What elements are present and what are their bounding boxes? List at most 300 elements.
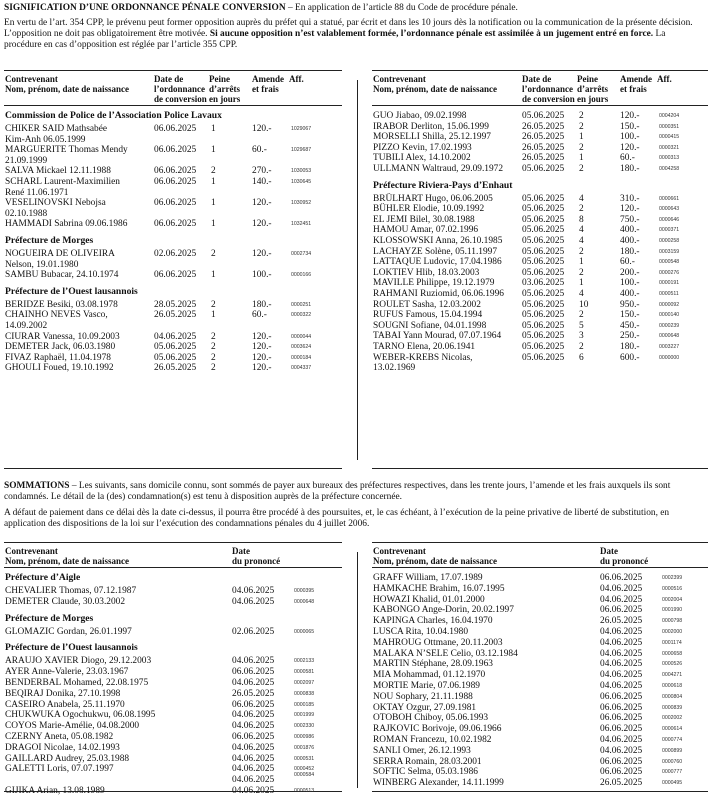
row-date: 06.06.2025 (600, 702, 643, 713)
row-date: 04.06.2025 (232, 710, 275, 721)
sommations-title: SOMMATIONS (4, 481, 70, 491)
row-aff: 0000452 0000584 (294, 766, 315, 779)
row-amende: 150.- (620, 121, 640, 132)
row-peine: 1 (211, 177, 216, 187)
row-name: GALETTI Loris, 07.07.1997 (5, 764, 114, 775)
row-date: 04.06.2025 (232, 786, 275, 796)
row-amende: 120.- (252, 342, 272, 353)
row-date: 04.06.2025 (232, 678, 275, 688)
header-peine: Peine d’arrêts en jours (209, 74, 241, 104)
row-peine: 2 (579, 310, 584, 321)
conversion-table-right (372, 70, 708, 469)
row-date: 05.06.2025 (522, 246, 565, 257)
row-name: BÜHLER Elodie, 10.09.1992 (373, 204, 485, 215)
row-date: 06.06.2025 (600, 573, 643, 583)
row-date: 06.06.2025 (232, 699, 275, 710)
row-date: 06.06.2025 (154, 177, 197, 187)
row-date: 04.06.2025 (600, 583, 643, 594)
row-name: LACHAYZE Solène, 05.11.1997 (373, 246, 498, 257)
row-amende: 400.- (620, 225, 640, 236)
row-name: ULLMANN Waltraud, 29.09.1972 (373, 164, 504, 174)
row-aff: 0001999 (294, 712, 315, 719)
row-amende: 270.- (252, 166, 272, 177)
row-peine: 1 (579, 153, 584, 164)
row-amende: 120.- (252, 331, 272, 342)
row-date: 26.05.2025 (154, 363, 197, 374)
row-aff: 0000185 (294, 701, 315, 708)
row-date: 05.06.2025 (522, 214, 565, 225)
row-aff: 0002399 (662, 575, 683, 581)
row-peine: 2 (579, 121, 584, 132)
header-date: Date du prononcé (232, 546, 281, 566)
row-aff: 0004204 (659, 113, 680, 119)
row-date: 04.06.2025 (600, 594, 643, 605)
row-aff: 0002097 (294, 680, 315, 686)
row-peine: 1 (579, 132, 584, 143)
row-aff: 0000798 (662, 618, 683, 625)
row-peine: 2 (211, 352, 216, 363)
header-aff: Aff. (289, 74, 304, 84)
row-amende: 60.- (620, 153, 635, 164)
row-aff: 0000516 (662, 585, 683, 592)
row-name: TABAI Yann Mourad, 07.07.1964 (373, 331, 502, 342)
conversion-title-rest: – En application de l’article 88 du Code de procédure pénale. (285, 3, 518, 13)
row-amende: 120.- (620, 204, 640, 215)
row-aff: 0000648 (294, 598, 315, 605)
conversion-table-left (4, 70, 342, 469)
row-amende: 120.- (252, 124, 272, 134)
row-peine: 4 (579, 236, 584, 246)
row-name: TUBILI Alex, 14.10.2002 (373, 153, 471, 164)
row-name: RAJKOVIC Borivoje, 09.06.1966 (373, 724, 502, 735)
conversion-para1-end: La procédure en cas d’opposition est réglée par l’article 355 CPP. (4, 29, 666, 50)
row-amende: 100.- (620, 278, 640, 289)
row-aff: 0000548 (659, 259, 680, 266)
row-name: EL JEMI Bilel, 30.08.1988 (373, 214, 475, 225)
sommations-table-right (372, 542, 708, 792)
row-amende: 310.- (620, 193, 640, 204)
conversion-paragraph (4, 18, 704, 51)
row-date: 05.06.2025 (522, 289, 565, 299)
row-date: 05.06.2025 (522, 299, 565, 310)
row-date: 04.06.2025 (232, 753, 275, 764)
row-peine: 1 (211, 198, 216, 209)
row-name: MORSELLI Shilla, 25.12.1997 (373, 132, 491, 143)
row-date: 05.06.2025 (522, 352, 565, 363)
row-aff: 0002002 (662, 715, 683, 722)
header-rule (372, 105, 708, 106)
row-aff: 0000513 (294, 788, 315, 794)
row-name: RAHMANI Ruziomid, 06.06.1996 (373, 289, 504, 299)
row-date: 04.06.2025 (600, 659, 643, 670)
section-title: Préfecture de Morges (5, 612, 94, 624)
row-name: IRABOR Derliton, 15.06.1999 (373, 121, 489, 132)
row-amende: 950.- (620, 299, 640, 310)
row-peine: 1 (579, 257, 584, 268)
row-peine: 1 (211, 124, 216, 134)
row-aff: 0000648 (659, 333, 680, 340)
row-amende: 60.- (620, 257, 635, 268)
row-peine: 1 (211, 219, 216, 230)
row-date: 04.06.2025 (232, 656, 275, 667)
row-aff: 0000986 (294, 734, 315, 740)
row-name: AYER Anne-Valerie, 23.03.1967 (5, 667, 129, 678)
section-title: Préfecture d’Aigle (5, 572, 81, 583)
row-name: GRAFF William, 17.07.1989 (373, 573, 483, 583)
row-date: 04.06.2025 (600, 745, 643, 756)
header-date: Date de l’ordonnance de conversion (154, 74, 207, 104)
row-peine: 10 (579, 299, 589, 310)
row-name: MIA Mohammad, 01.12.1970 (373, 670, 486, 681)
row-date: 06.06.2025 (600, 713, 643, 724)
row-date: 06.06.2025 (154, 270, 197, 281)
row-amende: 450.- (620, 320, 640, 331)
section-title: Préfecture de l’Ouest lausannois (5, 285, 138, 297)
row-date: 04.06.2025 (600, 648, 643, 659)
row-date: 05.06.2025 (522, 164, 565, 174)
row-aff: 0000581 (294, 669, 315, 676)
row-peine: 2 (579, 111, 584, 121)
row-name: PIZZO Kevin, 17.02.1993 (373, 142, 472, 153)
row-name: SERRA Romain, 28.03.2001 (373, 756, 482, 767)
row-date: 26.05.2025 (154, 310, 197, 321)
header-aff: Aff. (657, 74, 672, 84)
row-date: 04.06.2025 (232, 586, 275, 596)
header-rule (4, 105, 342, 106)
row-date: 06.06.2025 (154, 166, 197, 177)
row-amende: 120.- (252, 198, 272, 209)
row-name: MALAKA N’SELE Celio, 03.12.1984 (373, 648, 518, 659)
row-aff: 0000526 (662, 661, 683, 668)
row-name: WINBERG Alexander, 14.11.1999 (373, 778, 504, 789)
header-rule (4, 567, 342, 568)
row-name: NOGUEIRA DE OLIVEIRA Nelson, 19.01.1980 (5, 249, 115, 270)
row-date: 06.06.2025 (232, 732, 275, 742)
row-aff: 0000313 (659, 155, 680, 162)
row-peine: 4 (579, 289, 584, 299)
row-date: 06.06.2025 (600, 756, 643, 767)
row-peine: 1 (211, 270, 216, 281)
row-peine: 2 (211, 166, 216, 177)
row-name: GAILLARD Audrey, 25.03.1988 (5, 753, 130, 764)
row-name: CZERNY Aneta, 05.08.1982 (5, 732, 114, 742)
row-aff: 1030952 (291, 200, 312, 207)
header-name: Contrevenant Nom, prénom, date de naissance (373, 546, 497, 566)
row-aff: 0000495 (662, 780, 683, 787)
row-aff: 0000839 (662, 704, 683, 711)
row-date: 05.06.2025 (522, 342, 565, 352)
row-amende: 60.- (252, 310, 267, 321)
row-name: BERIDZE Besiki, 03.08.1978 (5, 299, 118, 310)
row-aff: 0002000 (662, 629, 683, 635)
row-date: 03.06.2025 (522, 278, 565, 289)
row-name: HAMOU Amar, 07.02.1996 (373, 225, 479, 236)
row-name: SOFTIC Selma, 05.03.1986 (373, 767, 478, 778)
header-date: Date de l’ordonnance de conversion (522, 74, 575, 104)
row-name: ROULET Sasha, 12.03.2002 (373, 299, 481, 310)
row-amende: 150.- (620, 310, 640, 321)
row-name: ARAUJO XAVIER Diogo, 29.12.2003 (5, 656, 152, 667)
column-divider-2 (357, 552, 358, 788)
row-name: CHAINHO NEVES Vasco, 14.09.2002 (5, 310, 108, 331)
row-date: 26.05.2025 (600, 778, 643, 789)
header-amende: Amende et frais (620, 74, 652, 94)
row-amende: 120.- (252, 219, 272, 230)
row-date: 04.06.2025 (232, 721, 275, 732)
row-aff: 0000140 (659, 312, 680, 319)
sommations-table-left (4, 542, 342, 796)
row-name: SOUGNI Sofiane, 04.01.1998 (373, 320, 487, 331)
row-date: 04.06.2025 (600, 670, 643, 681)
row-date: 02.06.2025 (232, 626, 275, 637)
row-date: 26.05.2025 (522, 121, 565, 132)
row-peine: 2 (211, 342, 216, 353)
row-peine: 2 (579, 342, 584, 352)
row-date: 05.06.2025 (522, 111, 565, 121)
row-amende: 120.- (252, 249, 272, 259)
row-aff: 0004258 (659, 166, 680, 172)
row-date: 06.06.2025 (232, 667, 275, 678)
row-aff: 1030053 (291, 168, 312, 175)
row-aff: 0000760 (662, 758, 683, 765)
row-date: 04.06.2025 04.06.2025 (232, 764, 275, 785)
row-amende: 750.- (620, 214, 640, 225)
row-name: MARGUERITE Thomas Mendy 21.09.1999 (5, 145, 128, 166)
row-date: 28.05.2025 (154, 299, 197, 310)
conversion-title: SIGNIFICATION D’UNE ORDONNANCE PÉNALE CONVERSION (4, 3, 286, 13)
row-date: 06.06.2025 (600, 605, 643, 616)
row-name: HAMKACHE Brahim, 16.07.1995 (373, 583, 505, 594)
row-name: GIJIKA Arian, 13.08.1989 (5, 786, 105, 796)
row-peine: 2 (579, 204, 584, 215)
row-amende: 400.- (620, 289, 640, 299)
row-aff: 0003227 (659, 344, 680, 350)
row-name: KLOSSOWSKI Anna, 26.10.1985 (373, 236, 503, 246)
row-date: 26.05.2025 (522, 142, 565, 153)
row-name: LOKTIEV Hlib, 18.03.2003 (373, 267, 480, 278)
row-date: 06.06.2025 (600, 691, 643, 702)
header-amende: Amende et frais (252, 74, 284, 94)
row-aff: 0001990 (662, 607, 683, 614)
row-aff: 0000618 (662, 683, 683, 689)
row-aff: 0000258 (659, 238, 680, 244)
row-aff: 0000092 (659, 301, 680, 308)
row-name: BENDERBAL Mohamed, 22.08.1975 (5, 678, 149, 688)
row-aff: 0000531 (294, 755, 315, 762)
row-peine: 3 (579, 331, 584, 342)
row-date: 04.06.2025 (154, 331, 197, 342)
row-amende: 400.- (620, 236, 640, 246)
row-aff: 0004271 (662, 672, 683, 679)
row-name: GHOULI Foued, 19.10.1992 (5, 363, 114, 374)
row-amende: 60.- (252, 145, 267, 156)
row-aff: 0000184 (291, 354, 312, 361)
row-peine: 2 (579, 164, 584, 174)
row-amende: 120.- (252, 363, 272, 374)
row-aff: 0000166 (291, 272, 312, 279)
row-aff: 0002004 (662, 596, 683, 603)
row-name: COYOS Marie-Amélie, 04.08.2000 (5, 721, 140, 732)
row-aff: 0001174 (662, 639, 682, 646)
row-peine: 6 (579, 352, 584, 363)
row-aff: 1029687 (291, 147, 312, 154)
row-aff: 0000838 (294, 690, 315, 697)
row-amende: 180.- (620, 342, 640, 352)
row-aff: 0002734 (291, 251, 312, 257)
row-aff: 0000322 (291, 312, 312, 319)
sommations-heading (4, 481, 704, 503)
row-aff: 0002133 (294, 658, 315, 665)
row-date: 04.06.2025 (232, 596, 275, 607)
row-peine: 4 (579, 193, 584, 204)
row-name: OTOBOH Chiboy, 05.06.1993 (373, 713, 489, 724)
row-date: 06.06.2025 (154, 198, 197, 209)
row-amende: 120.- (620, 142, 640, 153)
row-aff: 0000276 (659, 269, 680, 276)
row-aff: 0003624 (291, 344, 312, 351)
row-name: MARTIN Stéphane, 28.09.1963 (373, 659, 493, 670)
row-peine: 1 (579, 278, 584, 289)
header-name: Contrevenant Nom, prénom, date de naissance (373, 74, 497, 94)
row-name: BEQIRAJ Donika, 27.10.1998 (5, 688, 121, 699)
conversion-heading (4, 3, 704, 14)
row-aff: 1032451 (291, 221, 312, 228)
row-aff: 0000511 (659, 291, 679, 297)
row-name: SANLI Omer, 26.12.1993 (373, 745, 471, 756)
row-aff: 0000251 (291, 301, 312, 308)
row-aff: 0000661 (659, 195, 680, 202)
row-name: SAMBU Bubacar, 24.10.1974 (5, 270, 119, 281)
section-title: Préfecture de Morges (5, 235, 94, 246)
row-aff: 1030645 (291, 179, 312, 185)
row-aff: 0000321 (659, 144, 680, 151)
row-name: DRAGOI Nicolae, 14.02.1993 (5, 742, 120, 753)
row-date: 06.06.2025 (154, 145, 197, 156)
row-name: LUSCA Rita, 10.04.1980 (373, 627, 469, 637)
row-aff: 0003159 (659, 248, 680, 255)
row-amende: 600.- (620, 352, 640, 363)
row-name: BRÜLHART Hugo, 06.06.2005 (373, 193, 493, 204)
header-date: Date du prononcé (600, 546, 649, 566)
row-peine: 2 (579, 267, 584, 278)
row-name: CHEVALIER Thomas, 07.12.1987 (5, 586, 137, 596)
row-date: 04.06.2025 (600, 637, 643, 648)
row-name: GLOMAZIC Gordan, 26.01.1997 (5, 626, 132, 637)
row-amende: 100.- (252, 270, 272, 281)
section-title: Préfecture de l’Ouest lausannois (5, 642, 138, 654)
row-aff: 0001876 (294, 744, 315, 751)
row-date: 26.05.2025 (232, 688, 275, 699)
row-name: MAVILLE Philippe, 19.12.1979 (373, 278, 495, 289)
row-date: 02.06.2025 (154, 249, 197, 259)
row-date: 05.06.2025 (522, 193, 565, 204)
row-peine: 2 (211, 299, 216, 310)
row-date: 05.06.2025 (522, 257, 565, 268)
row-name: DEMETER Jack, 06.03.1980 (5, 342, 116, 353)
row-name: CIURAR Vanessa, 10.09.2003 (5, 331, 120, 342)
row-aff: 0000351 (659, 123, 680, 130)
row-aff: 0000065 (294, 628, 315, 635)
row-amende: 200.- (620, 267, 640, 278)
section-title: Commission de Police de l’Association Police Lavaux (5, 110, 222, 121)
row-name: NOU Sophary, 21.11.1988 (373, 691, 473, 702)
row-date: 26.05.2025 (600, 616, 643, 627)
row-name: MAHROUG Ottmane, 20.11.2003 (373, 637, 503, 648)
row-peine: 2 (211, 331, 216, 342)
row-date: 05.06.2025 (522, 225, 565, 236)
conversion-para1: En vertu de l’art. 354 CPP, le prévenu peut former opposition auprès du préfet qui a statué, par écrit et dans les 10 jours dès la notification ou la communication de la présente décision. L’opposition ne doit pas obligatoirement être motivée. (4, 18, 693, 39)
row-date: 05.06.2025 (522, 267, 565, 278)
row-name: KABONGO Ange-Dorin, 20.02.1997 (373, 605, 514, 616)
row-name: HOWAZI Khalid, 01.01.2000 (373, 594, 485, 605)
header-name: Contrevenant Nom, prénom, date de naissance (5, 74, 129, 94)
row-aff: 0000191 (659, 280, 680, 287)
row-name: DEMETER Claude, 30.03.2002 (5, 596, 126, 607)
row-peine: 2 (579, 142, 584, 153)
row-aff: 0000774 (662, 737, 683, 743)
row-date: 04.06.2025 (232, 742, 275, 753)
row-aff: 0000643 (659, 206, 680, 213)
row-name: SALVA Mickael 12.11.1988 (5, 166, 111, 177)
row-peine: 8 (579, 214, 584, 225)
row-aff: 0000415 (659, 134, 680, 141)
row-date: 04.06.2025 (600, 681, 643, 691)
row-date: 05.06.2025 (522, 204, 565, 215)
row-amende: 250.- (620, 331, 640, 342)
row-peine: 1 (211, 310, 216, 321)
row-date: 05.06.2025 (154, 352, 197, 363)
row-aff: 0000395 (294, 588, 315, 594)
row-peine: 1 (211, 145, 216, 156)
row-aff: 0000804 (662, 693, 683, 700)
row-name: FIVAZ Raphaël, 11.04.1978 (5, 352, 111, 363)
row-aff: 0000777 (662, 769, 683, 776)
row-name: CHIKER SAID Mathsabée Kim-Anh 06.05.1999 (5, 124, 108, 145)
row-date: 06.06.2025 (600, 724, 643, 735)
sommations-paragraph: A défaut de paiement dans ce délai dès la date ci-dessus, il pourra être procédé à des poursuites, et, le cas échéant, à l’exécution de la peine privative de liberté de substitution, en application des dispositions de la loi sur l’exécution des condamnations pénales du 4 juillet 2006. (4, 508, 670, 529)
row-name: CHUKWUKA Ogochukwu, 06.08.1995 (5, 710, 156, 721)
row-date: 05.06.2025 (522, 331, 565, 342)
row-name: OKTAY Ozgur, 27.09.1981 (373, 702, 477, 713)
row-name: LATTAQUE Ludovic, 17.04.1986 (373, 257, 502, 268)
row-peine: 2 (211, 363, 216, 374)
row-aff: 1029067 (291, 126, 312, 132)
row-date: 26.05.2025 (522, 153, 565, 164)
row-name: CASEIRO Anabela, 25.11.1970 (5, 699, 125, 710)
row-amende: 120.- (620, 111, 640, 121)
row-date: 04.06.2025 (600, 735, 643, 745)
row-aff: 0004337 (291, 365, 312, 372)
header-peine: Peine d’arrêts en jours (577, 74, 609, 104)
row-amende: 120.- (252, 352, 272, 363)
row-name: SCHARL Laurent-Maximilien René 11.06.1971 (5, 177, 120, 198)
row-date: 05.06.2025 (522, 236, 565, 246)
row-peine: 2 (579, 246, 584, 257)
row-amende: 100.- (620, 132, 640, 143)
row-date: 26.05.2025 (522, 132, 565, 143)
row-name: GUO Jiabao, 09.02.1998 (373, 111, 467, 121)
row-peine: 5 (579, 320, 584, 331)
row-date: 05.06.2025 (522, 310, 565, 321)
row-aff: 0002330 (294, 723, 315, 730)
row-aff: 0000000 (659, 354, 680, 361)
row-date: 05.06.2025 (522, 320, 565, 331)
row-peine: 4 (579, 225, 584, 236)
row-aff: 0000371 (659, 227, 680, 234)
row-name: KAPINGA Charles, 16.04.1970 (373, 616, 493, 627)
sommations-title-rest: – Les suivants, sans domicile connu, sont sommés de payer aux bureaux des préfectures respectives, dans les trente jours, l’amende et les frais auxquels ils sont condamnés. Le détail de la (des) condamnation(s) est tenu à disposition auprès de la préfecture concernée. (4, 481, 671, 502)
row-aff: 0000614 (662, 726, 683, 733)
